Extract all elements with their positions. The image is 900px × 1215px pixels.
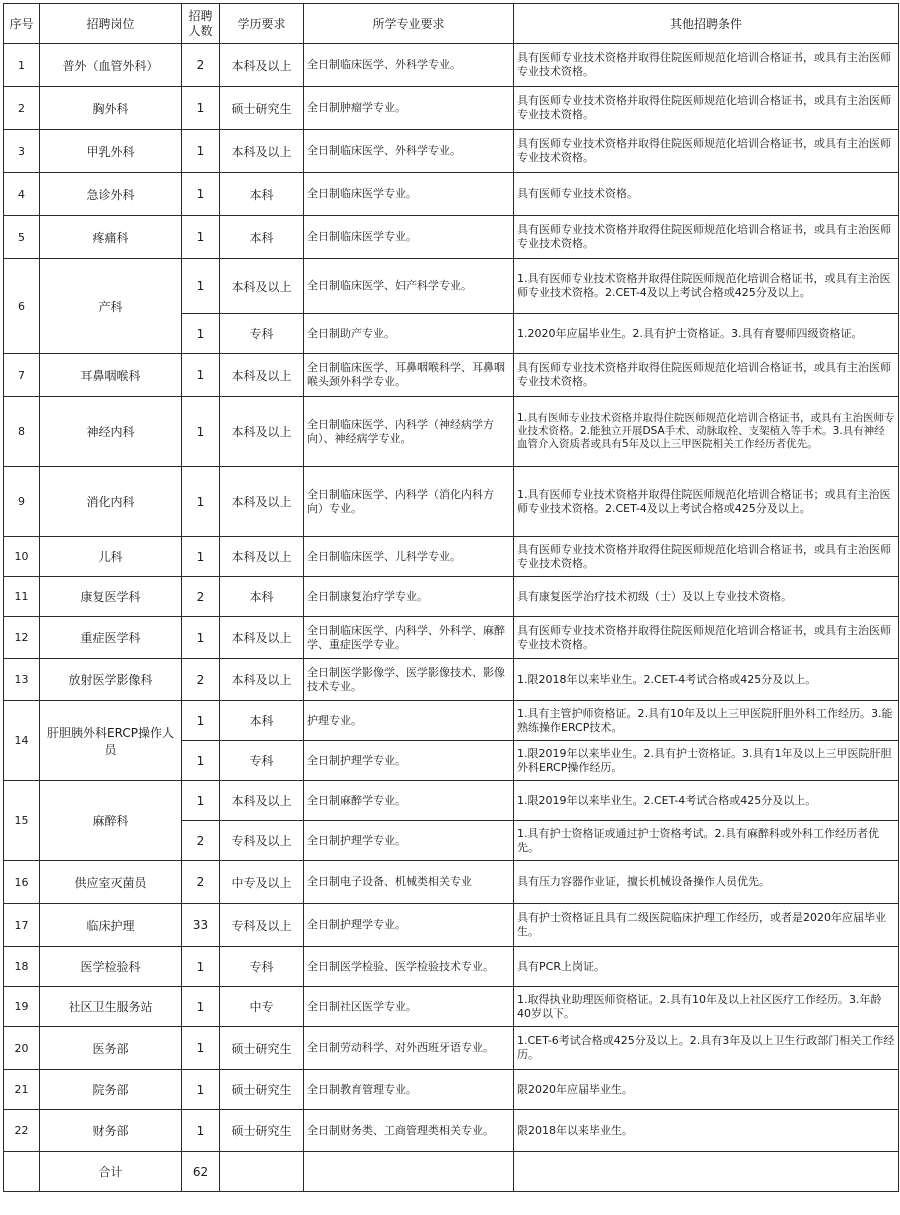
row-education: 本科: [220, 173, 304, 216]
total-major: [304, 1152, 514, 1192]
row-education: 本科及以上: [220, 397, 304, 467]
table-row: [4, 1070, 899, 1110]
table-row: [4, 861, 899, 904]
row-count: 1: [182, 781, 220, 821]
row-other: 1.具有医师专业技术资格并取得住院医师规范化培训合格证书；或具有主治医师专业技术资格。2.CET-4及以上考试合格或425分及以上。: [514, 467, 899, 537]
row-other: 具有护士资格证且具有二级医院临床护理工作经历，或者是2020年应届毕业生。: [514, 904, 899, 947]
row-education: 本科及以上: [220, 537, 304, 577]
table-row: [4, 577, 899, 617]
row-major: 护理专业。: [304, 701, 514, 741]
table-row: [4, 701, 899, 741]
row-major: 全日制助产专业。: [304, 314, 514, 354]
row-education: 本科: [220, 701, 304, 741]
row-seq: 18: [4, 947, 40, 987]
table-row: [4, 467, 899, 537]
row-other: 限2018年以来毕业生。: [514, 1110, 899, 1152]
row-seq: 6: [4, 259, 40, 354]
row-seq: 5: [4, 216, 40, 259]
row-count: 1: [182, 987, 220, 1027]
total-label: 合计: [40, 1152, 182, 1192]
row-major: 全日制临床医学专业。: [304, 216, 514, 259]
row-seq: 8: [4, 397, 40, 467]
row-position: 财务部: [40, 1110, 182, 1152]
row-other: 1.具有主管护师资格证。2.具有10年及以上三甲医院肝胆外科工作经历。3.能熟练操作ERCP技术。: [514, 701, 899, 741]
row-other: 具有医师专业技术资格并取得住院医师规范化培训合格证书，或具有主治医师专业技术资格。: [514, 44, 899, 87]
row-major: 全日制劳动科学、对外西班牙语专业。: [304, 1027, 514, 1070]
table-row: [4, 44, 899, 87]
row-other: 具有医师专业技术资格并取得住院医师规范化培训合格证书，或具有主治医师专业技术资格。: [514, 216, 899, 259]
row-major: 全日制临床医学、外科学专业。: [304, 130, 514, 173]
row-count: 1: [182, 1110, 220, 1152]
row-seq: 3: [4, 130, 40, 173]
row-other: 具有医师专业技术资格并取得住院医师规范化培训合格证书，或具有主治医师专业技术资格。: [514, 87, 899, 130]
row-education: 本科及以上: [220, 467, 304, 537]
row-other: 具有康复医学治疗技术初级（士）及以上专业技术资格。: [514, 577, 899, 617]
row-count: 2: [182, 577, 220, 617]
row-position: 甲乳外科: [40, 130, 182, 173]
row-major: 全日制临床医学、外科学专业。: [304, 44, 514, 87]
row-count: 1: [182, 87, 220, 130]
row-major: 全日制教育管理专业。: [304, 1070, 514, 1110]
row-position: 供应室灭菌员: [40, 861, 182, 904]
row-count: 1: [182, 617, 220, 659]
row-major: 全日制医学检验、医学检验技术专业。: [304, 947, 514, 987]
table-row: [4, 781, 899, 821]
row-major: 全日制社区医学专业。: [304, 987, 514, 1027]
row-education: 专科: [220, 314, 304, 354]
row-major: 全日制康复治疗学专业。: [304, 577, 514, 617]
row-major: 全日制财务类、工商管理类相关专业。: [304, 1110, 514, 1152]
row-position: 肝胆胰外科ERCP操作人员: [40, 701, 182, 781]
row-major: 全日制护理学专业。: [304, 741, 514, 781]
row-education: 本科及以上: [220, 659, 304, 701]
table-row: [4, 947, 899, 987]
row-position: 放射医学影像科: [40, 659, 182, 701]
row-other: 具有压力容器作业证，擅长机械设备操作人员优先。: [514, 861, 899, 904]
row-education: 硕士研究生: [220, 1110, 304, 1152]
row-count: 2: [182, 861, 220, 904]
header-count: [182, 4, 220, 44]
row-position: 医学检验科: [40, 947, 182, 987]
row-count: 1: [182, 216, 220, 259]
row-position: 社区卫生服务站: [40, 987, 182, 1027]
row-education: 本科及以上: [220, 354, 304, 397]
row-position: 麻醉科: [40, 781, 182, 861]
row-major: 全日制护理学专业。: [304, 904, 514, 947]
row-seq: 21: [4, 1070, 40, 1110]
row-count: 1: [182, 130, 220, 173]
row-position: 急诊外科: [40, 173, 182, 216]
row-count: 2: [182, 659, 220, 701]
row-position: 胸外科: [40, 87, 182, 130]
total-education: [220, 1152, 304, 1192]
table-row: [4, 173, 899, 216]
row-count: 33: [182, 904, 220, 947]
row-other: 1.取得执业助理医师资格证。2.具有10年及以上社区医疗工作经历。3.年龄40岁以下。: [514, 987, 899, 1027]
row-major: 全日制临床医学、内科学（消化内科方向）专业。: [304, 467, 514, 537]
row-education: 本科及以上: [220, 130, 304, 173]
row-other: 1.具有医师专业技术资格并取得住院医师规范化培训合格证书，或具有主治医师专业技术资格。2.能独立开展DSA手术、动脉取栓、支架植入等手术。3.具有神经血管介入资质者或具有5年及以上三甲医院相关工作经历者优先。: [514, 397, 899, 467]
row-seq: 12: [4, 617, 40, 659]
row-seq: 9: [4, 467, 40, 537]
header-count-label: 招聘人数: [188, 8, 213, 38]
row-other: 1.具有护士资格证或通过护士资格考试。2.具有麻醉科或外科工作经历者优先。: [514, 821, 899, 861]
row-seq: 20: [4, 1027, 40, 1070]
row-count: 1: [182, 259, 220, 314]
table-row: [4, 537, 899, 577]
row-major: 全日制电子设备、机械类相关专业: [304, 861, 514, 904]
row-education: 专科: [220, 947, 304, 987]
row-education: 中专: [220, 987, 304, 1027]
recruitment-table: [3, 3, 899, 1192]
row-other: 1.限2019年以来毕业生。2.CET-4考试合格或425分及以上。: [514, 781, 899, 821]
row-education: 本科及以上: [220, 781, 304, 821]
row-position: 耳鼻咽喉科: [40, 354, 182, 397]
row-seq: 15: [4, 781, 40, 861]
row-seq: 1: [4, 44, 40, 87]
row-education: 硕士研究生: [220, 1027, 304, 1070]
row-other: 具有医师专业技术资格并取得住院医师规范化培训合格证书，或具有主治医师专业技术资格。: [514, 130, 899, 173]
row-education: 本科: [220, 577, 304, 617]
row-count: 1: [182, 314, 220, 354]
row-education: 硕士研究生: [220, 87, 304, 130]
row-education: 专科: [220, 741, 304, 781]
total-other: [514, 1152, 899, 1192]
table-row: [4, 904, 899, 947]
row-major: 全日制临床医学、内科学、外科学、麻醉学、重症医学专业。: [304, 617, 514, 659]
row-major: 全日制麻醉学专业。: [304, 781, 514, 821]
row-seq: 7: [4, 354, 40, 397]
table-row: [4, 987, 899, 1027]
row-other: 具有医师专业技术资格并取得住院医师规范化培训合格证书，或具有主治医师专业技术资格。: [514, 537, 899, 577]
table-row: [4, 1027, 899, 1070]
row-major: 全日制护理学专业。: [304, 821, 514, 861]
row-count: 1: [182, 467, 220, 537]
row-count: 1: [182, 947, 220, 987]
row-position: 重症医学科: [40, 617, 182, 659]
row-other: 1.2020年应届毕业生。2.具有护士资格证。3.具有育婴师四级资格证。: [514, 314, 899, 354]
row-position: 儿科: [40, 537, 182, 577]
row-education: 专科及以上: [220, 904, 304, 947]
row-position: 康复医学科: [40, 577, 182, 617]
row-position: 医务部: [40, 1027, 182, 1070]
header-position: 招聘岗位: [40, 4, 182, 44]
row-other: 限2020年应届毕业生。: [514, 1070, 899, 1110]
row-education: 中专及以上: [220, 861, 304, 904]
row-position: 临床护理: [40, 904, 182, 947]
table-row: [4, 354, 899, 397]
header-other: 其他招聘条件: [514, 4, 899, 44]
table-row: [4, 216, 899, 259]
row-major: 全日制医学影像学、医学影像技术、影像技术专业。: [304, 659, 514, 701]
row-position: 神经内科: [40, 397, 182, 467]
header-row: [4, 4, 899, 44]
row-count: 1: [182, 173, 220, 216]
row-major: 全日制肿瘤学专业。: [304, 87, 514, 130]
row-seq: 11: [4, 577, 40, 617]
row-major: 全日制临床医学、内科学（神经病学方向）、神经病学专业。: [304, 397, 514, 467]
row-position: 院务部: [40, 1070, 182, 1110]
table-row: [4, 397, 899, 467]
table-row: [4, 87, 899, 130]
row-education: 本科及以上: [220, 44, 304, 87]
table-row: [4, 130, 899, 173]
row-education: 本科及以上: [220, 617, 304, 659]
row-seq: 19: [4, 987, 40, 1027]
header-education: 学历要求: [220, 4, 304, 44]
row-seq: 10: [4, 537, 40, 577]
row-other: 具有医师专业技术资格并取得住院医师规范化培训合格证书，或具有主治医师专业技术资格。: [514, 354, 899, 397]
row-count: 2: [182, 44, 220, 87]
row-seq: 2: [4, 87, 40, 130]
row-count: 1: [182, 701, 220, 741]
row-other: 具有医师专业技术资格。: [514, 173, 899, 216]
row-count: 1: [182, 537, 220, 577]
row-seq: 13: [4, 659, 40, 701]
row-other: 具有医师专业技术资格并取得住院医师规范化培训合格证书，或具有主治医师专业技术资格。: [514, 617, 899, 659]
row-major: 全日制临床医学、耳鼻咽喉科学、耳鼻咽喉头颈外科学专业。: [304, 354, 514, 397]
row-other: 1.限2018年以来毕业生。2.CET-4考试合格或425分及以上。: [514, 659, 899, 701]
row-position: 产科: [40, 259, 182, 354]
row-other: 1.CET-6考试合格或425分及以上。2.具有3年及以上卫生行政部门相关工作经历。: [514, 1027, 899, 1070]
row-other: 1.限2019年以来毕业生。2.具有护士资格证。3.具有1年及以上三甲医院肝胆外科ERCP操作经历。: [514, 741, 899, 781]
row-seq: 22: [4, 1110, 40, 1152]
row-seq: 16: [4, 861, 40, 904]
row-position: 普外（血管外科）: [40, 44, 182, 87]
row-count: 1: [182, 354, 220, 397]
row-count: 1: [182, 1027, 220, 1070]
table-row: [4, 617, 899, 659]
row-position: 疼痛科: [40, 216, 182, 259]
row-seq: 4: [4, 173, 40, 216]
total-row: [4, 1152, 899, 1192]
row-major: 全日制临床医学、儿科学专业。: [304, 537, 514, 577]
row-education: 硕士研究生: [220, 1070, 304, 1110]
table-row: [4, 1110, 899, 1152]
header-seq: 序号: [4, 4, 40, 44]
row-education: 本科及以上: [220, 259, 304, 314]
table-row: [4, 259, 899, 314]
table-row: [4, 659, 899, 701]
row-major: 全日制临床医学专业。: [304, 173, 514, 216]
total-count: 62: [182, 1152, 220, 1192]
row-count: 2: [182, 821, 220, 861]
row-other: 1.具有医师专业技术资格并取得住院医师规范化培训合格证书，或具有主治医师专业技术资格。2.CET-4及以上考试合格或425分及以上。: [514, 259, 899, 314]
row-count: 1: [182, 741, 220, 781]
row-count: 1: [182, 1070, 220, 1110]
row-seq: 14: [4, 701, 40, 781]
row-education: 本科: [220, 216, 304, 259]
row-count: 1: [182, 397, 220, 467]
row-education: 专科及以上: [220, 821, 304, 861]
row-seq: 17: [4, 904, 40, 947]
row-position: 消化内科: [40, 467, 182, 537]
row-major: 全日制临床医学、妇产科学专业。: [304, 259, 514, 314]
total-seq: [4, 1152, 40, 1192]
header-major: 所学专业要求: [304, 4, 514, 44]
row-other: 具有PCR上岗证。: [514, 947, 899, 987]
